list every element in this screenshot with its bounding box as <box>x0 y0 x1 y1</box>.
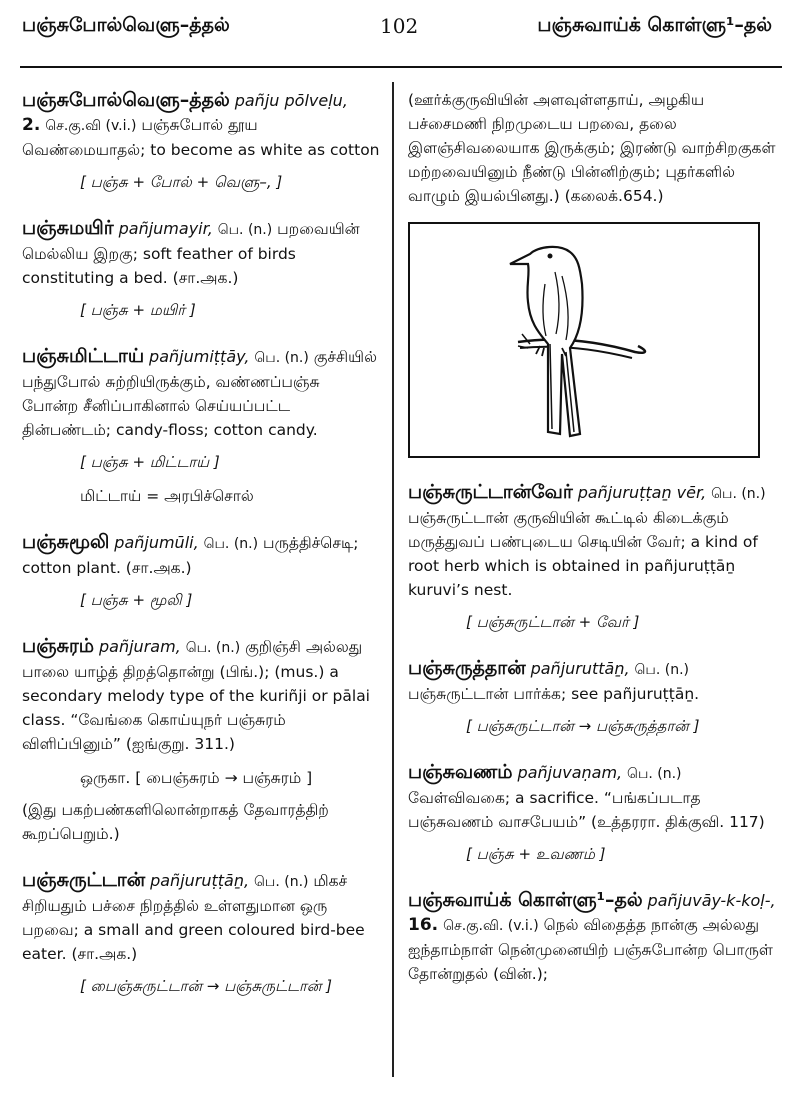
entry <box>22 88 380 194</box>
transliteration: pañjuram, <box>99 637 181 656</box>
transliteration: pañjuvāy-k-koḷ-, <box>647 891 776 910</box>
entry-note: (இது பகற்பண்களிலொன்றாகத் தேவாரத்திற் கூறப்பெறும்.) <box>22 801 329 843</box>
transliteration: pañjuvaṇam, <box>517 763 623 782</box>
entry-number: 16. <box>408 915 439 935</box>
headword: பஞ்சுருட்டான் <box>22 869 146 891</box>
entry <box>22 344 380 508</box>
part-of-speech: பெ. (n.) <box>203 536 259 552</box>
definition: பருத்திச்செடி; cotton plant. (சா.அக.) <box>22 534 359 577</box>
definition: நெல் விதைத்த நான்கு அல்லது ஐந்தாம்நாள் நென்முனையிற் பஞ்சுபோன்ற பொருள் தோன்றுதல் (வின்.); <box>408 916 773 983</box>
running-header-left: பஞ்சுபோல்வெளு–த்தல் <box>22 14 230 36</box>
part-of-speech: பெ. (n.) <box>217 222 273 238</box>
etymology: [ பஞ்சு + மிட்டாய் ] <box>80 453 220 471</box>
running-header-right: பஞ்சுவாய்க் கொள்ளு¹–தல் <box>537 14 772 36</box>
etymology: ஒருகா. [ பைஞ்சுரம் → பஞ்சுரம் ] <box>80 769 313 787</box>
part-of-speech: செ.கு.வி (v.i.) <box>45 118 137 134</box>
headword: பஞ்சுமூலி <box>22 531 110 553</box>
entry <box>22 634 380 846</box>
entry <box>22 530 380 612</box>
headword: பஞ்சுருட்டான்வேர் <box>408 481 573 503</box>
headword: பஞ்சுரம் <box>22 635 95 657</box>
definition: பறவையின் மெல்லிய இறகு; soft feather of birds constituting a bed. (சா.அக.) <box>22 220 360 287</box>
continuation-text: (ஊர்க்குருவியின் அளவுள்ளதாய், அழகிய பச்சைமணி நிறமுடைய பறவை, தலை இளஞ்சிவலையாக இருக்கும்; இரண்டு வாற்சிறகுகள் மற்றவையினும் நீண்டு பின்னிற்கும்; புதர்களில் வாழும் இயல்பினது.) (கலைக்.654.) <box>408 91 776 205</box>
header-rule <box>20 66 782 68</box>
etymology: [ பஞ்சு + போல் + வெளு–, ] <box>80 173 283 191</box>
headword: பஞ்சுவாய்க் கொள்ளு¹–தல் <box>408 889 643 911</box>
page-number: 102 <box>380 14 419 38</box>
headword: பஞ்சுபோல்வெளு–த்தல் <box>22 89 230 111</box>
part-of-speech: செ.கு.வி. (v.i.) <box>443 918 539 934</box>
transliteration: pañjumayir, <box>118 219 213 238</box>
bird-on-branch-illustration <box>408 222 760 458</box>
transliteration: pañju pōlveḷu, <box>234 91 348 110</box>
headword: பஞ்சுமயிர் <box>22 217 114 239</box>
headword: பஞ்சுவணம் <box>408 761 513 783</box>
etymology: [ பஞ்சு + மூலி ] <box>80 591 193 609</box>
definition: வேள்விவகை; a sacrifice. “பங்கப்படாத பஞ்சுவணம் வாசபேயம்” (உத்தரரா. திக்குவி. 117) <box>408 789 765 831</box>
transliteration: pañjumiṭṭāy, <box>149 347 250 366</box>
definition: பஞ்சுருட்டான் பார்க்க; see pañjuruṭṭāṉ. <box>408 685 700 703</box>
entry <box>408 480 780 634</box>
part-of-speech: பெ. (n.) <box>254 874 309 890</box>
etymology-note: மிட்டாய் = அரபிச்சொல் <box>80 487 254 505</box>
part-of-speech: பெ. (n.) <box>634 662 689 678</box>
transliteration: pañjumūli, <box>114 533 199 552</box>
definition: பஞ்சுபோல் தூய வெண்மையாதல்; to become as white as cotton <box>22 116 380 159</box>
definition: மிகச் சிறியதும் பச்சை நிறத்தில் உள்ளதுமான ஒரு பறவை; a small and green coloured bird-bee eater. (சா.அக.) <box>22 872 365 963</box>
entry <box>408 760 780 866</box>
etymology: [ பஞ்சு + உவணம் ] <box>466 845 606 863</box>
part-of-speech: பெ. (n.) <box>254 350 309 366</box>
etymology: [ பஞ்சுருட்டான் → பஞ்சுருத்தான் ] <box>466 717 700 735</box>
etymology: [ பஞ்சுருட்டான் + வேர் ] <box>466 613 640 631</box>
etymology: [ பஞ்சு + மயிர் ] <box>80 301 196 319</box>
etymology: [ பைஞ்சுருட்டான் → பஞ்சுருட்டான் ] <box>80 977 332 995</box>
part-of-speech: பெ. (n.) <box>185 640 241 656</box>
left-column <box>22 88 380 1020</box>
entry <box>408 656 780 738</box>
right-column <box>408 88 780 1008</box>
definition: குறிஞ்சி அல்லது பாலை யாழ்த் திறத்தொன்று (பிங்.); (mus.) a secondary melody type of the kuriñji or pālai class. “வேங்கை கொய்யுநர் பஞ்சுரம் விளிப்பினும்” (ஐங்குறு. 311.) <box>22 638 370 753</box>
definition: பஞ்சுருட்டான் குருவியின் கூட்டில் கிடைக்கும் மருத்துவப் பண்புடைய செடியின் வேர்; a kind of root herb which is obtained in pañjuruṭṭāṉ kuruvi’s nest. <box>408 509 758 599</box>
part-of-speech: பெ. (n.) <box>711 486 766 502</box>
definition: குச்சியில் பந்துபோல் சுற்றியிருக்கும், வண்ணப்பஞ்சு போன்ற சீனிப்பாகினால் செய்யப்பட்ட தின்பண்டம்; candy-floss; cotton candy. <box>22 348 377 439</box>
column-divider <box>392 82 394 1077</box>
entry <box>22 868 380 998</box>
part-of-speech: பெ. (n.) <box>627 766 682 782</box>
entry <box>22 216 380 322</box>
transliteration: pañjuruṭṭāṉ, <box>150 871 250 890</box>
transliteration: pañjuruṭṭaṉ vēr, <box>577 483 707 502</box>
headword: பஞ்சுமிட்டாய் <box>22 345 145 367</box>
entry-number: 2. <box>22 115 41 135</box>
transliteration: pañjuruttāṉ, <box>530 659 630 678</box>
entry <box>408 888 780 986</box>
bird-icon <box>410 224 758 456</box>
headword: பஞ்சுருத்தான் <box>408 657 526 679</box>
